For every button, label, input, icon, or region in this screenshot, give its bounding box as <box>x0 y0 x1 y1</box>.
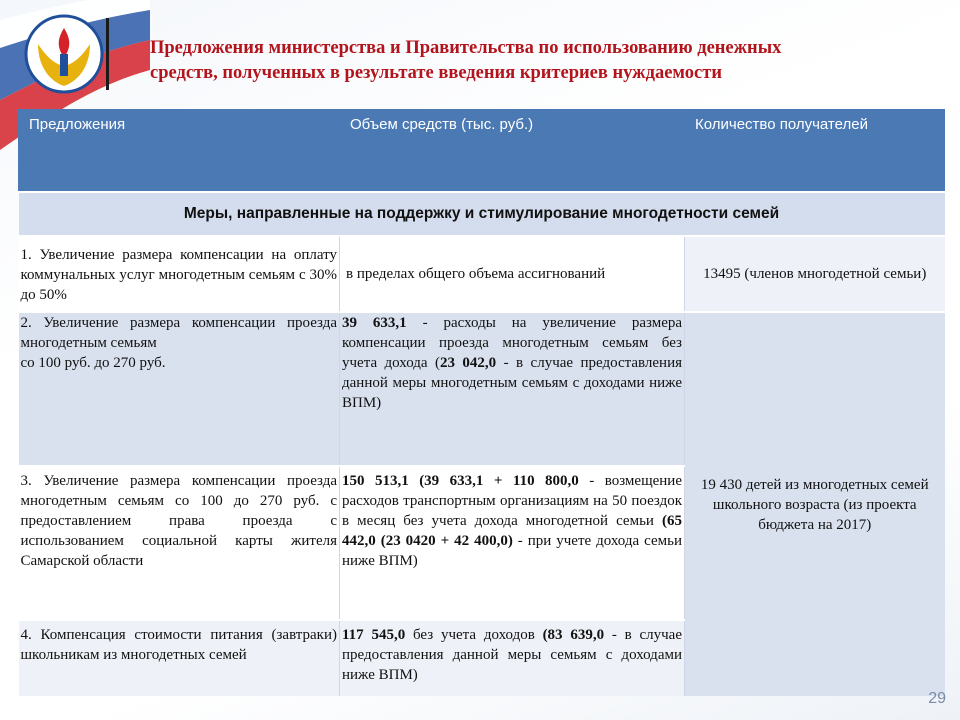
row2-volume-bold2: 23 042,0 <box>440 355 497 371</box>
row2-proposal-line2: со 100 руб. до 270 руб. <box>20 355 166 371</box>
row1-recipients: 13495 (членов многодетной семьи) <box>685 236 945 312</box>
row4-volume-text2: - в случае предоставления данной меры семьям с доходами ниже ВПМ) <box>342 627 682 683</box>
row2-proposal-line1: 2. Увеличение размера компенсации проезда многодетным семьям <box>20 315 337 351</box>
header-volume: Объем средств (тыс. руб.) <box>340 109 685 192</box>
row3-volume-text2: - при учете дохода семьи ниже ВПМ) <box>342 533 682 569</box>
row3-proposal: 3. Увеличение размера компенсации проезда многодетным семьям со 100 до 270 руб. с предоставлением права проезда с использованием социальной карты жителя Самарской области <box>19 466 340 620</box>
row4-proposal: 4. Компенсация стоимости питания (завтраки) школьникам из многодетных семей <box>19 620 340 696</box>
page-title <box>150 36 940 86</box>
row2-volume <box>340 312 685 466</box>
row2-volume-text2: - в случае предоставления данной меры многодетным семьям с доходами ниже ВПМ) <box>342 355 683 411</box>
row2-volume-bold1: 39 633,1 <box>342 315 407 331</box>
page-title-line1: Предложения министерства и Правительства по использованию денежных <box>150 38 782 58</box>
table-row <box>19 236 945 312</box>
row3-volume-text1: - возмещение расходов транспортным организациям на 50 поездок в месяц без учета дохода многодетной семьи <box>342 473 682 529</box>
row2-proposal <box>19 312 340 466</box>
row3-volume-bold1: 150 513,1 (39 633,1 + 110 800,0 <box>342 473 579 489</box>
row1-proposal: 1. Увеличение размера компенсации на оплату коммунальных услуг многодетным семьям с 30% до 50% <box>19 236 340 312</box>
header-proposals: Предложения <box>19 109 340 192</box>
page-number: 29 <box>928 690 946 707</box>
logo-divider <box>106 18 109 90</box>
row1-volume: в пределах общего объема ассигнований <box>340 236 685 312</box>
row4-volume-text1: без учета доходов <box>405 627 543 643</box>
row4-volume-bold2: (83 639,0 <box>542 627 605 643</box>
row3-volume <box>340 466 685 620</box>
proposals-table <box>18 109 945 696</box>
ministry-logo <box>24 14 104 94</box>
section-title: Меры, направленные на поддержку и стимулирование многодетности семей <box>19 192 945 236</box>
row2-volume-text1: - расходы на увеличение размера компенсации проезда многодетным семьям без учета дохода ( <box>342 315 683 371</box>
table-row <box>19 312 945 466</box>
row3-volume-bold2: (65 442,0 (23 0420 + 42 400,0) <box>342 513 682 549</box>
page-title-line2: средств, полученных в результате введения критериев нуждаемости <box>150 63 722 83</box>
row4-volume-bold1: 117 545,0 <box>342 627 406 643</box>
section-row <box>19 192 945 236</box>
row4-volume <box>340 620 685 696</box>
table-header-row <box>19 109 945 192</box>
merged-recipients: 19 430 детей из многодетных семей школьного возраста (из проекта бюджета на 2017) <box>685 312 945 696</box>
header-recipients: Количество получателей <box>685 109 945 192</box>
